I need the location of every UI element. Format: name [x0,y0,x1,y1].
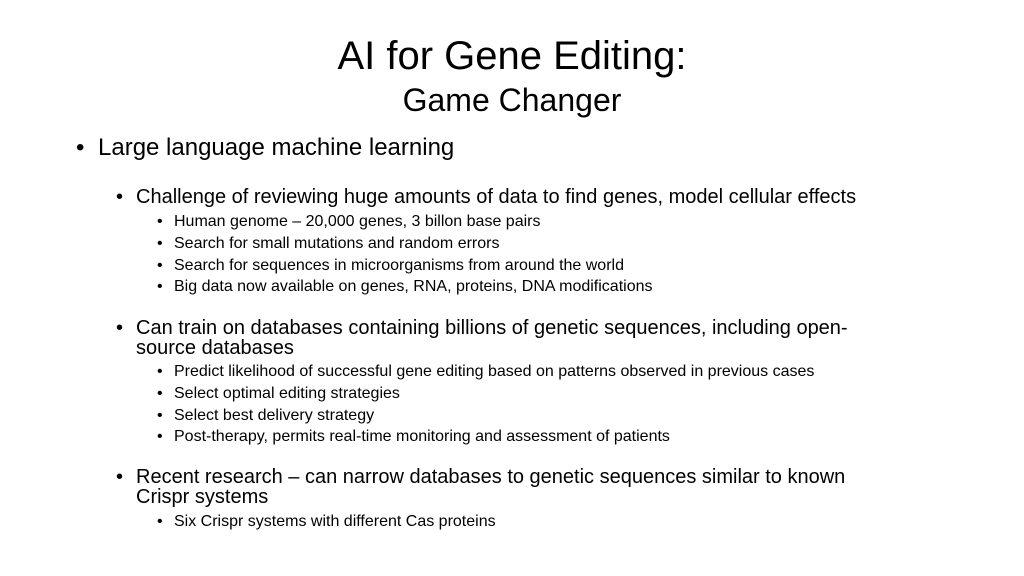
bullet-mark: • [157,257,163,274]
bullet-mark: • [116,186,124,208]
bullet-text: Select optimal editing strategies [174,385,400,402]
section-heading [116,318,886,358]
bullet-mark: • [116,317,124,339]
bullet-mark: • [76,134,85,161]
bullet-text: Human genome – 20,000 genes, 3 billon base pairs [174,213,541,230]
bullet-text: Challenge of reviewing huge amounts of data to find genes, model cellular effects [136,186,857,208]
bullet-text: Predict likelihood of successful gene editing based on patterns observed in previous cases [174,363,815,380]
bullet-text: Six Crispr systems with different Cas proteins [174,513,496,530]
bullet-mark: • [157,407,163,424]
bullet-text: Large language machine learning [98,134,455,161]
bullet-mark: • [157,278,163,295]
bullet-text: Search for small mutations and random errors [174,235,500,252]
slide-subtitle: Game Changer [402,82,622,118]
bullet-text: Big data now available on genes, RNA, proteins, DNA modifications [174,278,653,295]
section-heading [116,187,916,207]
bullet-mark: • [157,235,163,252]
bullet-text: Post-therapy, permits real-time monitoring and assessment of patients [174,428,670,445]
bullet-mark: • [157,513,163,530]
bullet-text: Select best delivery strategy [174,407,375,424]
section-heading [116,467,896,507]
bullet-mark: • [116,466,124,488]
bullet-text: Search for sequences in microorganisms from around the world [174,257,624,274]
bullet-text: Recent research – can narrow databases to genetic sequences similar to known Crispr systems [136,466,846,508]
slide-title: AI for Gene Editing: [337,34,687,78]
bullet-mark: • [157,363,163,380]
bullet-text: Can train on databases containing billions of genetic sequences, including open-source databases [136,317,848,359]
bullet-mark: • [157,385,163,402]
bullet-mark: • [157,428,163,445]
bullet-mark: • [157,213,163,230]
